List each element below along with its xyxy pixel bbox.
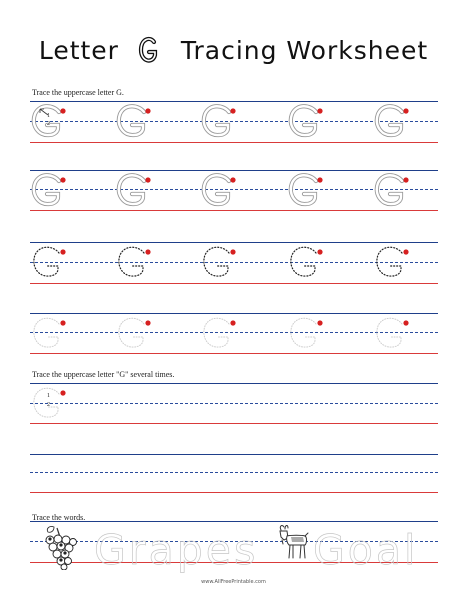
stroke-step-2-label: 2 bbox=[47, 402, 50, 408]
letter-g-trace bbox=[30, 244, 70, 288]
letter-g-trace bbox=[115, 103, 155, 147]
start-dot-icon bbox=[145, 249, 150, 254]
letter-g-trace bbox=[200, 315, 240, 359]
letter-g-trace bbox=[373, 103, 413, 147]
headline-rule bbox=[30, 454, 438, 455]
letter-g-trace bbox=[287, 315, 327, 359]
start-dot-icon bbox=[230, 320, 235, 325]
start-dot-icon bbox=[403, 249, 408, 254]
start-dot-icon bbox=[230, 177, 235, 182]
start-dot-icon bbox=[145, 108, 150, 113]
section1-instruction: Trace the uppercase letter G. bbox=[32, 88, 124, 97]
start-dot-icon bbox=[60, 177, 65, 182]
baseline-rule bbox=[30, 423, 438, 424]
letter-g-trace bbox=[200, 103, 240, 147]
midline-rule bbox=[30, 403, 438, 404]
letter-g-trace bbox=[115, 315, 155, 359]
letter-g-trace bbox=[30, 315, 70, 359]
section3-instruction: Trace the words. bbox=[32, 513, 86, 522]
headline-rule bbox=[30, 521, 438, 522]
letter-g-trace bbox=[287, 244, 327, 288]
letter-g-trace bbox=[115, 172, 155, 216]
headline-rule bbox=[30, 313, 438, 314]
title-prefix: Letter bbox=[38, 36, 119, 65]
title-suffix: Tracing Worksheet bbox=[180, 36, 429, 65]
letter-g-trace bbox=[200, 172, 240, 216]
letter-g-trace bbox=[115, 244, 155, 288]
midline-rule bbox=[30, 472, 438, 473]
letter-g-trace bbox=[373, 315, 413, 359]
letter-g-example bbox=[30, 385, 70, 429]
baseline-rule bbox=[30, 492, 438, 493]
letter-g-trace bbox=[373, 172, 413, 216]
start-dot-icon bbox=[145, 177, 150, 182]
title-letter-g-icon bbox=[138, 36, 160, 66]
letter-g-trace bbox=[287, 172, 327, 216]
start-dot-icon bbox=[230, 249, 235, 254]
grapes-icon bbox=[40, 524, 82, 570]
start-dot-icon bbox=[317, 177, 322, 182]
start-dot-icon bbox=[60, 390, 65, 395]
letter-g-trace bbox=[287, 103, 327, 147]
worksheet-title bbox=[0, 30, 467, 70]
letter-g-trace bbox=[30, 172, 70, 216]
stroke-step-2-label: 2 bbox=[47, 121, 50, 127]
headline-rule bbox=[30, 101, 438, 102]
footer-credit: www.AllFreePrintable.com bbox=[201, 579, 266, 585]
start-dot-icon bbox=[60, 108, 65, 113]
start-dot-icon bbox=[145, 320, 150, 325]
goat-icon bbox=[276, 524, 310, 562]
stroke-step-1-label: 1 bbox=[47, 393, 50, 399]
letter-g-trace bbox=[200, 244, 240, 288]
start-dot-icon bbox=[230, 108, 235, 113]
section2-instruction: Trace the uppercase letter "G" several times. bbox=[32, 370, 175, 379]
start-dot-icon bbox=[317, 108, 322, 113]
trace-word-grapes: Grapes bbox=[94, 526, 259, 574]
start-dot-icon bbox=[60, 320, 65, 325]
start-dot-icon bbox=[403, 108, 408, 113]
headline-rule bbox=[30, 170, 438, 171]
trace-word-goal: Goal bbox=[313, 526, 419, 574]
headline-rule bbox=[30, 383, 438, 384]
start-dot-icon bbox=[317, 320, 322, 325]
start-dot-icon bbox=[60, 249, 65, 254]
start-dot-icon bbox=[403, 320, 408, 325]
letter-g-trace bbox=[373, 244, 413, 288]
headline-rule bbox=[30, 242, 438, 243]
stroke-step-1-label: 1 bbox=[47, 113, 50, 119]
start-dot-icon bbox=[403, 177, 408, 182]
start-dot-icon bbox=[317, 249, 322, 254]
